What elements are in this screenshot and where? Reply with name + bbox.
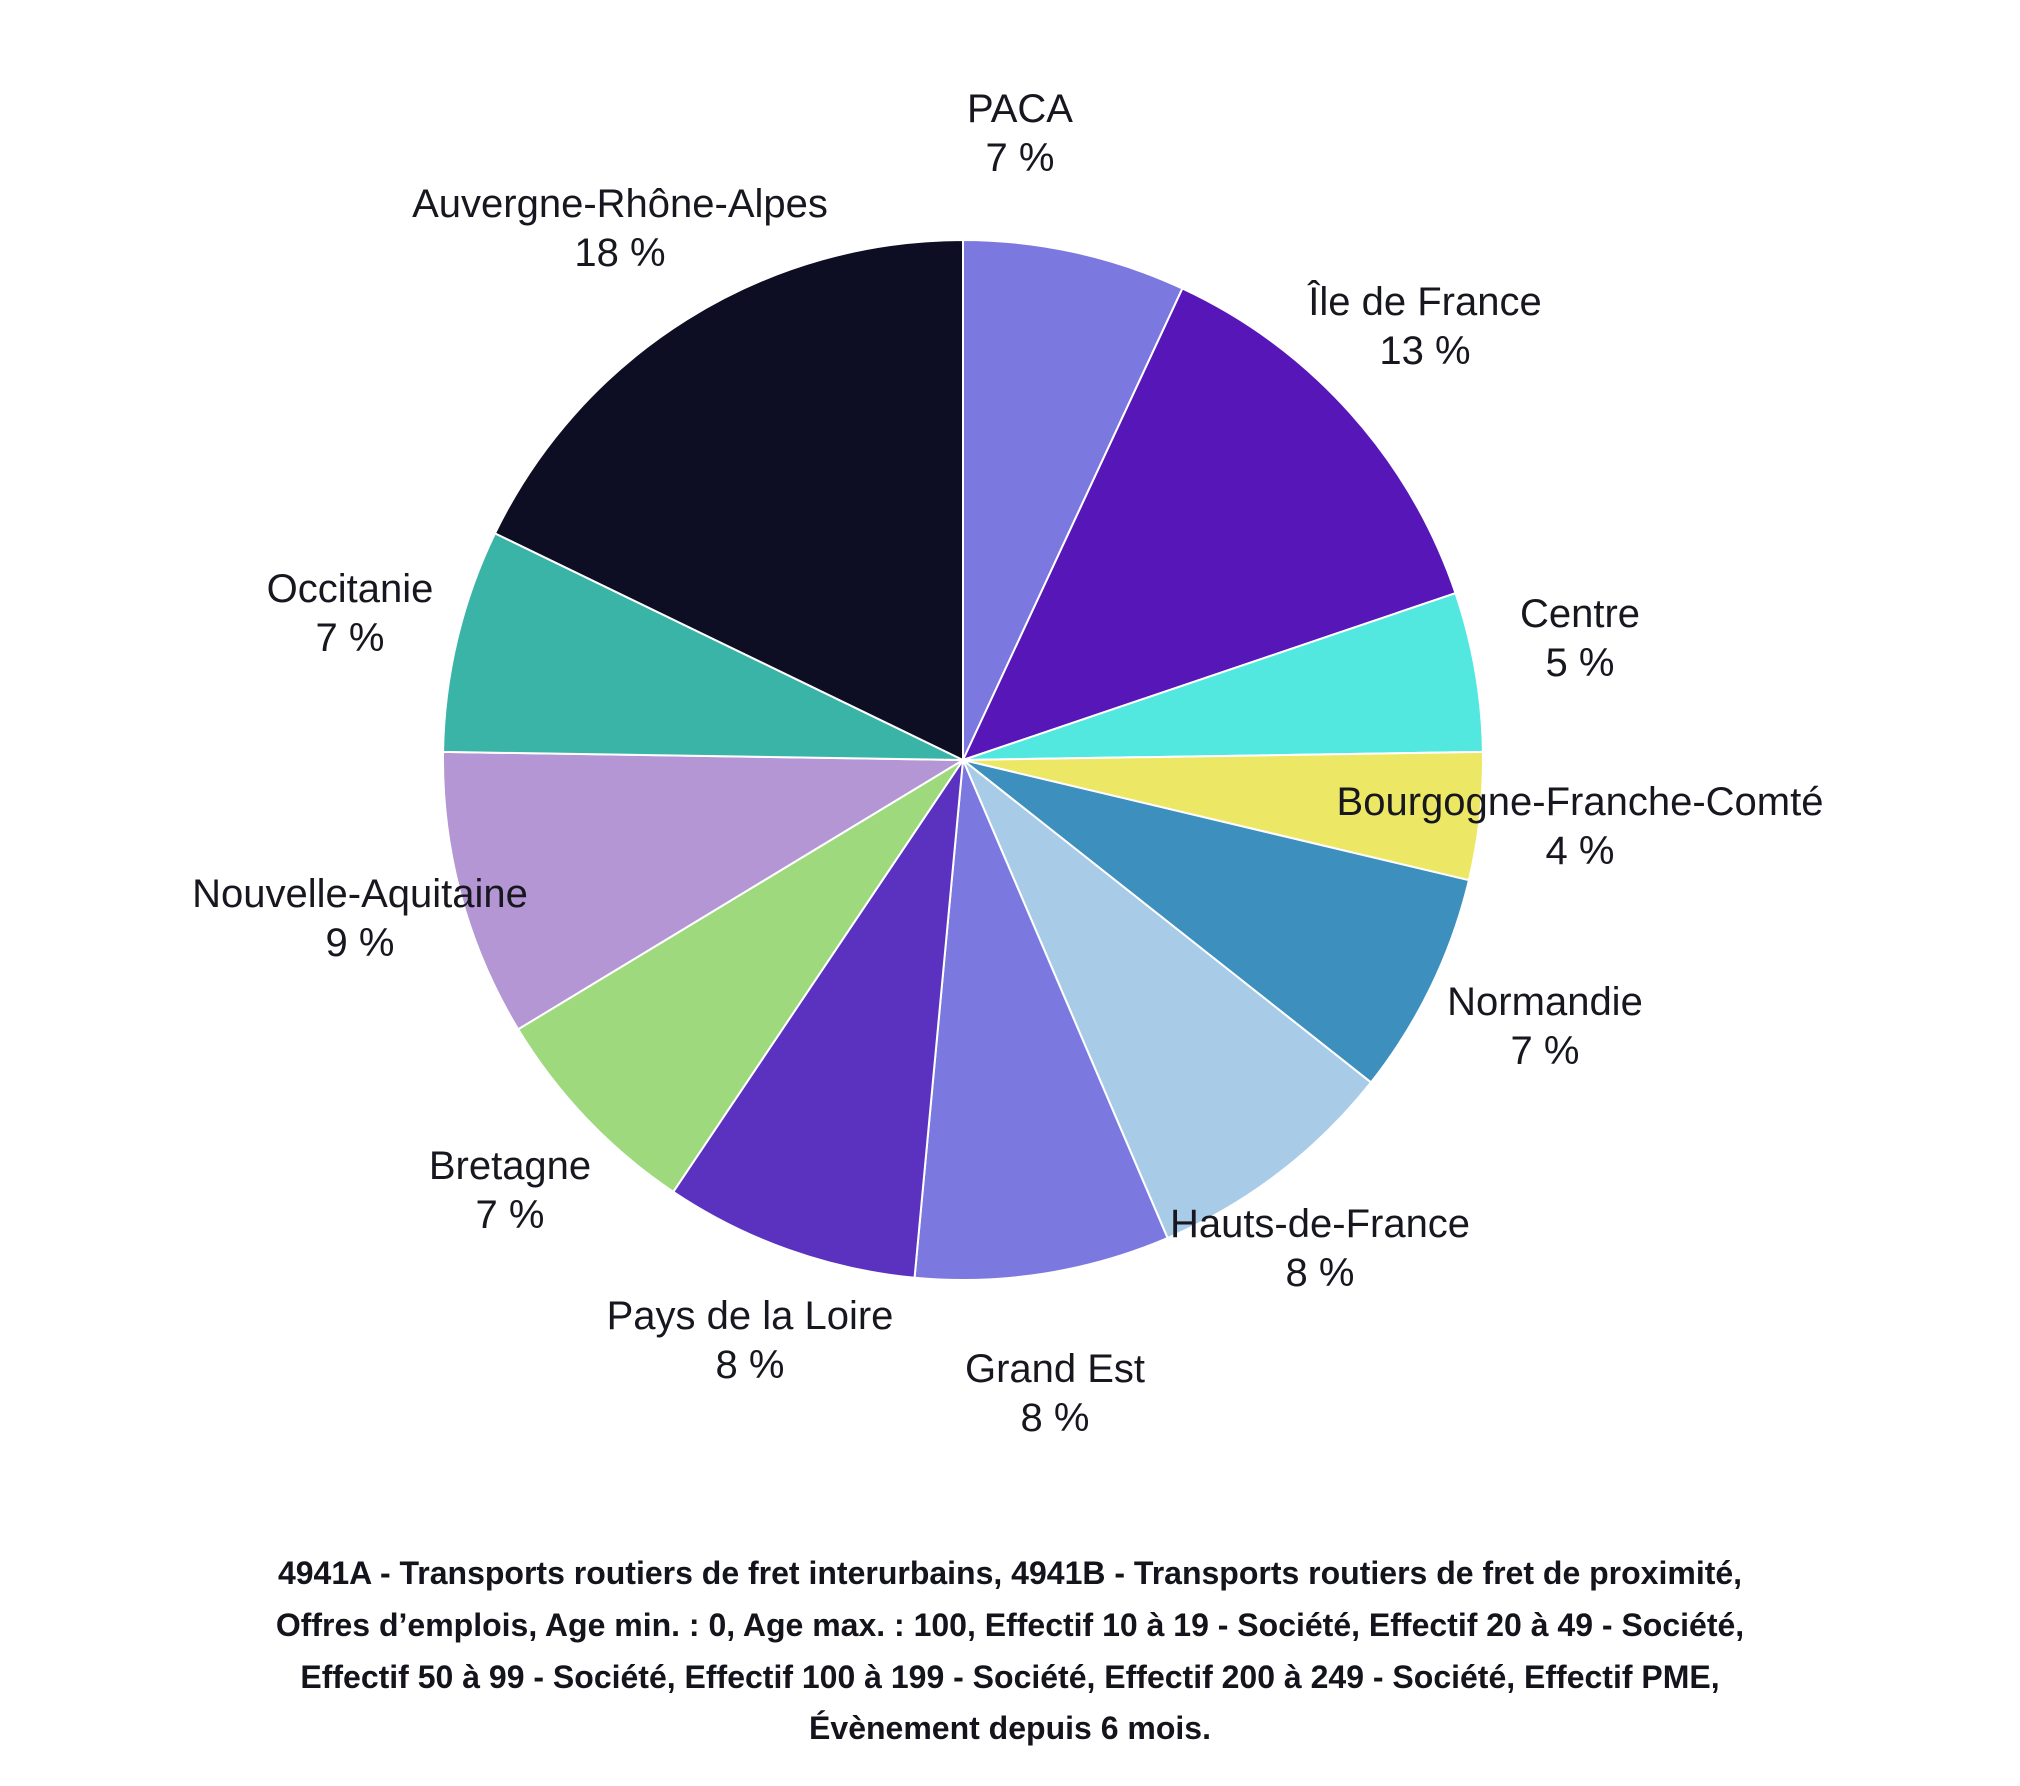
slice-label-pays-de-la-loire (575, 1292, 925, 1390)
slice-label-name: Nouvelle-Aquitaine (192, 872, 528, 916)
slice-label-value: 9 % (325, 920, 395, 965)
caption-line-1: 4941A - Transports routiers de fret interurbains, 4941B - Transports routiers de fret de proximité, (277, 1555, 1743, 1591)
slice-label-value: 8 % (1020, 1395, 1090, 1440)
slice-label-value: 4 % (1545, 828, 1615, 873)
slice-label-bretagne (395, 1142, 625, 1240)
slice-label-name: Île de France (1308, 280, 1542, 324)
slice-label-name: Pays de la Loire (606, 1294, 894, 1338)
slice-label-name: Occitanie (266, 567, 434, 611)
caption-line-4: Évènement depuis 6 mois. (809, 1710, 1211, 1747)
caption-line-3: Effectif 50 à 99 - Société, Effectif 100 à 199 - Société, Effectif 200 à 249 - Société, Effectif PME, (300, 1658, 1720, 1695)
slice-label-value: 7 % (1510, 1028, 1580, 1073)
slice-label-bourgogne-franche-comte (1270, 778, 1890, 876)
slice-label-value: 18 % (574, 230, 666, 275)
slice-label-value: 7 % (315, 615, 385, 660)
slice-label-auvergne-rhone-alpes (355, 180, 885, 278)
slice-label-paca (890, 85, 1150, 183)
slice-label-value: 7 % (985, 135, 1055, 180)
slice-label-name: Normandie (1447, 980, 1643, 1024)
slice-label-name: Centre (1519, 592, 1641, 636)
chart-caption (130, 1548, 1890, 1755)
slice-label-normandie (1380, 978, 1710, 1076)
slice-label-name: Bourgogne-Franche-Comté (1336, 780, 1824, 824)
slice-label-name: Bretagne (428, 1144, 592, 1188)
slice-label-nouvelle-aquitaine (145, 870, 575, 968)
slice-label-ile-de-france (1225, 278, 1625, 376)
slice-label-grand-est (915, 1345, 1195, 1443)
slice-label-occitanie (230, 565, 470, 663)
slice-label-centre (1430, 590, 1730, 688)
slice-label-value: 8 % (1285, 1250, 1355, 1295)
slice-label-value: 8 % (715, 1342, 785, 1387)
slice-label-value: 5 % (1545, 640, 1615, 685)
slice-label-name: Grand Est (964, 1347, 1146, 1391)
slice-label-name: PACA (967, 87, 1073, 131)
slice-label-hauts-de-france (1120, 1200, 1520, 1298)
slice-label-name: Hauts-de-France (1169, 1202, 1471, 1246)
slice-label-name: Auvergne-Rhône-Alpes (412, 182, 828, 226)
caption-line-2: Offres d’emplois, Age min. : 0, Age max. : 100, Effectif 10 à 19 - Société, Effectif 20 à 49 - Société, (275, 1606, 1745, 1643)
pie-slices-group (443, 240, 1483, 1280)
slice-label-value: 13 % (1379, 328, 1471, 373)
slice-label-value: 7 % (475, 1192, 545, 1237)
